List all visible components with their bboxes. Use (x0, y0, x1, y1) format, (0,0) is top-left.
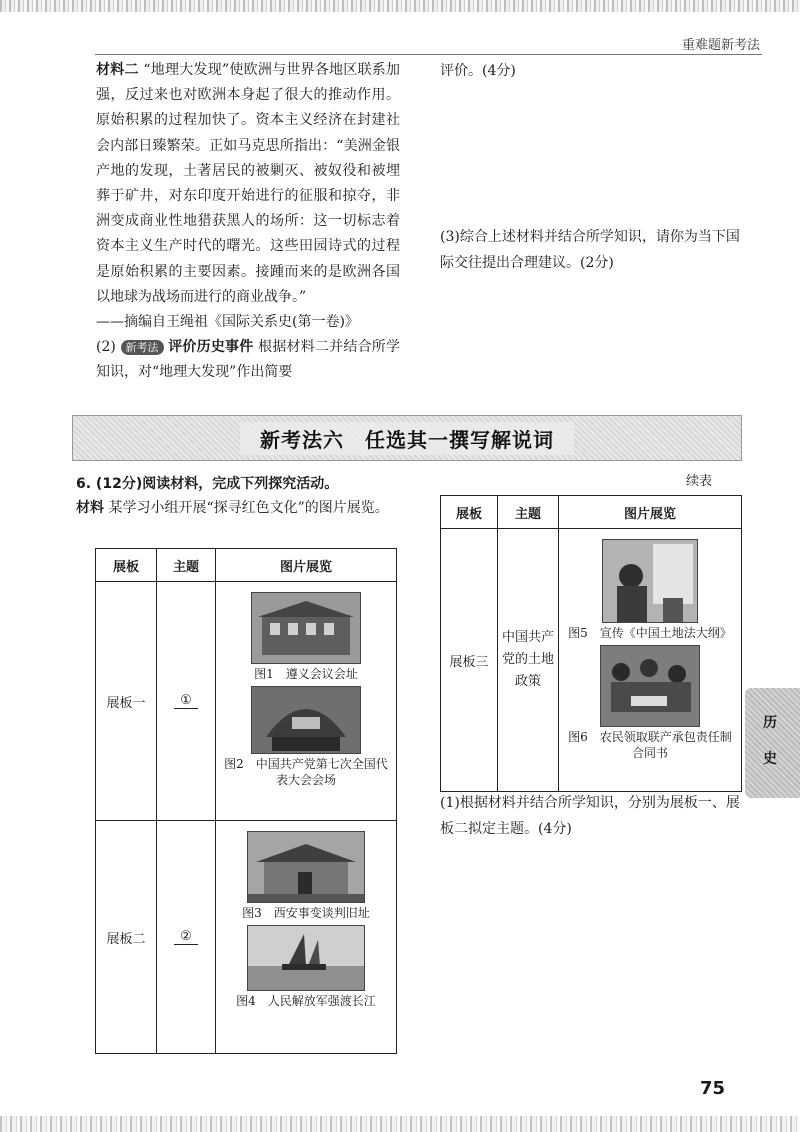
table-header: 主题 (498, 496, 559, 529)
picture-cell (559, 529, 742, 792)
question6-part1 (440, 790, 745, 842)
exhibit-table-2 (440, 495, 742, 792)
table-header-row (441, 496, 742, 529)
theme-blank: ① (174, 693, 198, 709)
exhibit-table-1 (95, 548, 397, 1054)
side-tab-char: 历 (763, 715, 777, 731)
q6-material-text: 某学习小组开展“探寻红色文化”的图片展览。 (108, 500, 389, 516)
picture-cell (216, 821, 397, 1054)
table-header: 主题 (157, 549, 216, 582)
question3: (3)综合上述材料并结合所学知识，请你为当下国际交往提出合理建议。(2分) (440, 229, 740, 271)
q2-number: (2) (96, 339, 116, 356)
theme-cell: 中国共产党的土地政策 (498, 529, 559, 792)
header-divider (95, 54, 762, 55)
table-header: 图片展览 (216, 549, 397, 582)
material2-paragraph (96, 58, 400, 310)
table-header: 展板 (441, 496, 498, 529)
photo-yangtze-crossing (247, 925, 365, 991)
photo-land-law-propaganda (602, 539, 698, 623)
theme-cell (157, 582, 216, 821)
right-column (440, 58, 740, 276)
picture-caption: 图4 人民解放军强渡长江 (236, 994, 376, 1008)
question6 (76, 472, 406, 520)
section-banner (72, 415, 742, 461)
photo-seventh-congress-hall (251, 686, 361, 754)
theme-cell (157, 821, 216, 1054)
subject-side-tab (745, 688, 800, 798)
photo-contract-farmers (600, 645, 700, 727)
page-header: 重难题新考法 (681, 38, 760, 53)
table-header: 图片展览 (559, 496, 742, 529)
photo-zunyi-meeting-site (251, 592, 361, 664)
table-header-row (96, 549, 397, 582)
scan-noise-bottom (0, 1116, 800, 1132)
banner-title: 新考法六 任选其一撰写解说词 (240, 422, 574, 455)
side-tab-char: 史 (763, 751, 777, 767)
scan-noise-top (0, 0, 800, 12)
material2-citation: ——摘编自王绳祖《国际关系史(第一卷)》 (96, 314, 359, 331)
page-number: 75 (700, 1078, 726, 1099)
q6-material-label: 材料 (76, 500, 104, 516)
q2-title: 评价历史事件 (168, 339, 254, 356)
left-column (96, 58, 400, 386)
q6-intro: 6. (12分)阅读材料，完成下列探究活动。 (76, 476, 339, 492)
continued-label: 续表 (686, 474, 713, 489)
theme-blank: ② (174, 929, 198, 945)
picture-cell (216, 582, 397, 821)
table-row (96, 582, 397, 821)
panel-name: 展板三 (441, 529, 498, 792)
picture-caption: 图6 农民领取联产承包责任制合同书 (568, 730, 732, 760)
photo-xian-incident-site (247, 831, 365, 903)
q2-continued: 评价。(4分) (440, 63, 516, 79)
table-row (441, 529, 742, 792)
q6-material (76, 496, 406, 520)
material2-label: 材料二 (96, 62, 139, 78)
picture-caption: 图5 宣传《中国土地法大纲》 (568, 626, 732, 640)
picture-caption: 图2 中国共产党第七次全国代表大会会场 (224, 757, 388, 787)
table-row (96, 821, 397, 1054)
picture-caption: 图3 西安事变谈判旧址 (242, 906, 370, 920)
panel-name: 展板二 (96, 821, 157, 1054)
new-method-badge: 新考法 (121, 340, 164, 355)
table-header: 展板 (96, 549, 157, 582)
panel-name: 展板一 (96, 582, 157, 821)
q2-text: 根据材料二并结合所学知识，对“地理大发现”作出简要 (96, 339, 401, 381)
q1-text: (1)根据材料并结合所学知识，分别为展板一、展板二拟定主题。(4分) (440, 795, 740, 837)
material2-text: “地理大发现”使欧洲与世界各地区联系加强，反过来也对欧洲本身起了很大的推动作用。原始积累的过程加快了。资本主义经济在封建社会内部日臻繁荣。正如马克思所指出：“美洲金银产地的发现，土著居民的被剿灭、被奴役和被埋葬于矿井，对东印度开始进行的征服和掠夺，非洲变成商业性地猎获黑人的场所：这一切标志着资本主义生产时代的曙光。这些田园诗式的过程是原始积累的主要因素。接踵而来的是欧洲各国以地球为战场而进行的商业战争。” (96, 62, 400, 305)
picture-caption: 图1 遵义会议会址 (254, 667, 358, 681)
question2 (96, 335, 400, 385)
